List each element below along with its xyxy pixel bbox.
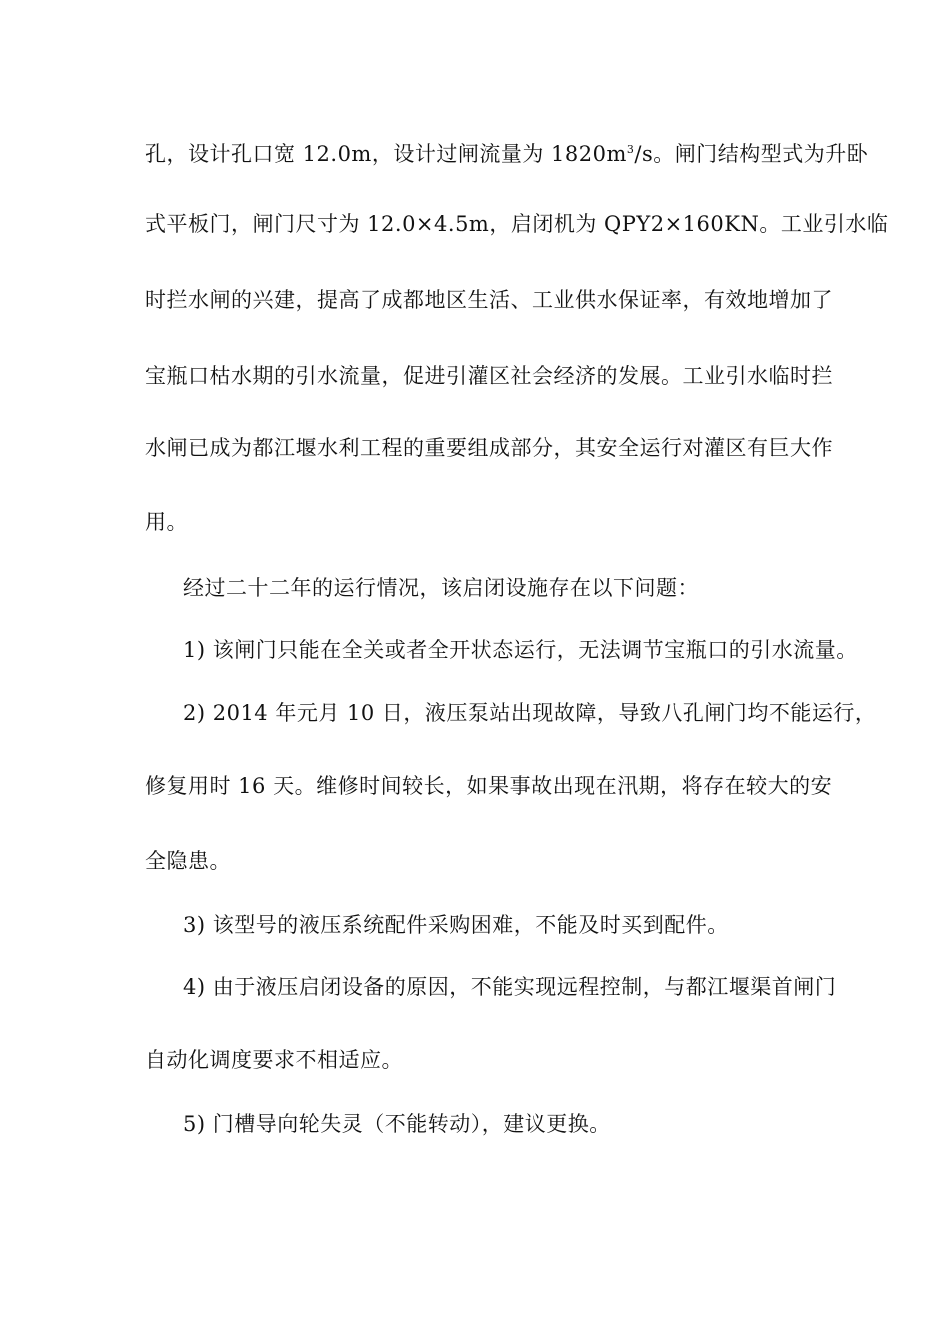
paragraph-1-line-6: 用。 xyxy=(145,510,188,534)
paragraph-1-line-5: 水闸已成为都江堰水利工程的重要组成部分，其安全运行对灌区有巨大作 xyxy=(145,436,833,460)
paragraph-1-line-4: 宝瓶口枯水期的引水流量，促进引灌区社会经济的发展。工业引水临时拦 xyxy=(145,364,833,388)
issue-item-5: 5) 门槽导向轮失灵（不能转动），建议更换。 xyxy=(183,1112,611,1136)
issue-item-1: 1) 该闸门只能在全关或者全开状态运行，无法调节宝瓶口的引水流量。 xyxy=(183,638,858,662)
issue-item-4-line-1: 4) 由于液压启闭设备的原因，不能实现远程控制，与都江堰渠首闸门 xyxy=(183,975,837,999)
paragraph-1-line-2: 式平板门，闸门尺寸为 12.0×4.5m，启闭机为 QPY2×160KN。工业引水临 xyxy=(145,212,889,236)
paragraph-1-line-3: 时拦水闸的兴建，提高了成都地区生活、工业供水保证率，有效地增加了 xyxy=(145,288,833,312)
text-run: 孔，设计孔口宽 12.0m，设计过闸流量为 1820m xyxy=(145,142,627,166)
issue-item-4-line-2: 自动化调度要求不相适应。 xyxy=(145,1048,403,1072)
superscript: 3 xyxy=(626,143,635,156)
issue-item-3: 3) 该型号的液压系统配件采购困难，不能及时买到配件。 xyxy=(183,913,729,937)
paragraph-2: 经过二十二年的运行情况，该启闭设施存在以下问题： xyxy=(183,576,699,600)
text-run: /s。闸门结构型式为升卧 xyxy=(634,142,869,166)
paragraph-1-line-1 xyxy=(145,139,868,169)
issue-item-2-line-1: 2) 2014 年元月 10 日，液压泵站出现故障，导致八孔闸门均不能运行， xyxy=(183,701,877,725)
issue-item-2-line-3: 全隐患。 xyxy=(145,849,231,873)
issue-item-2-line-2: 修复用时 16 天。维修时间较长，如果事故出现在汛期，将存在较大的安 xyxy=(145,774,833,798)
